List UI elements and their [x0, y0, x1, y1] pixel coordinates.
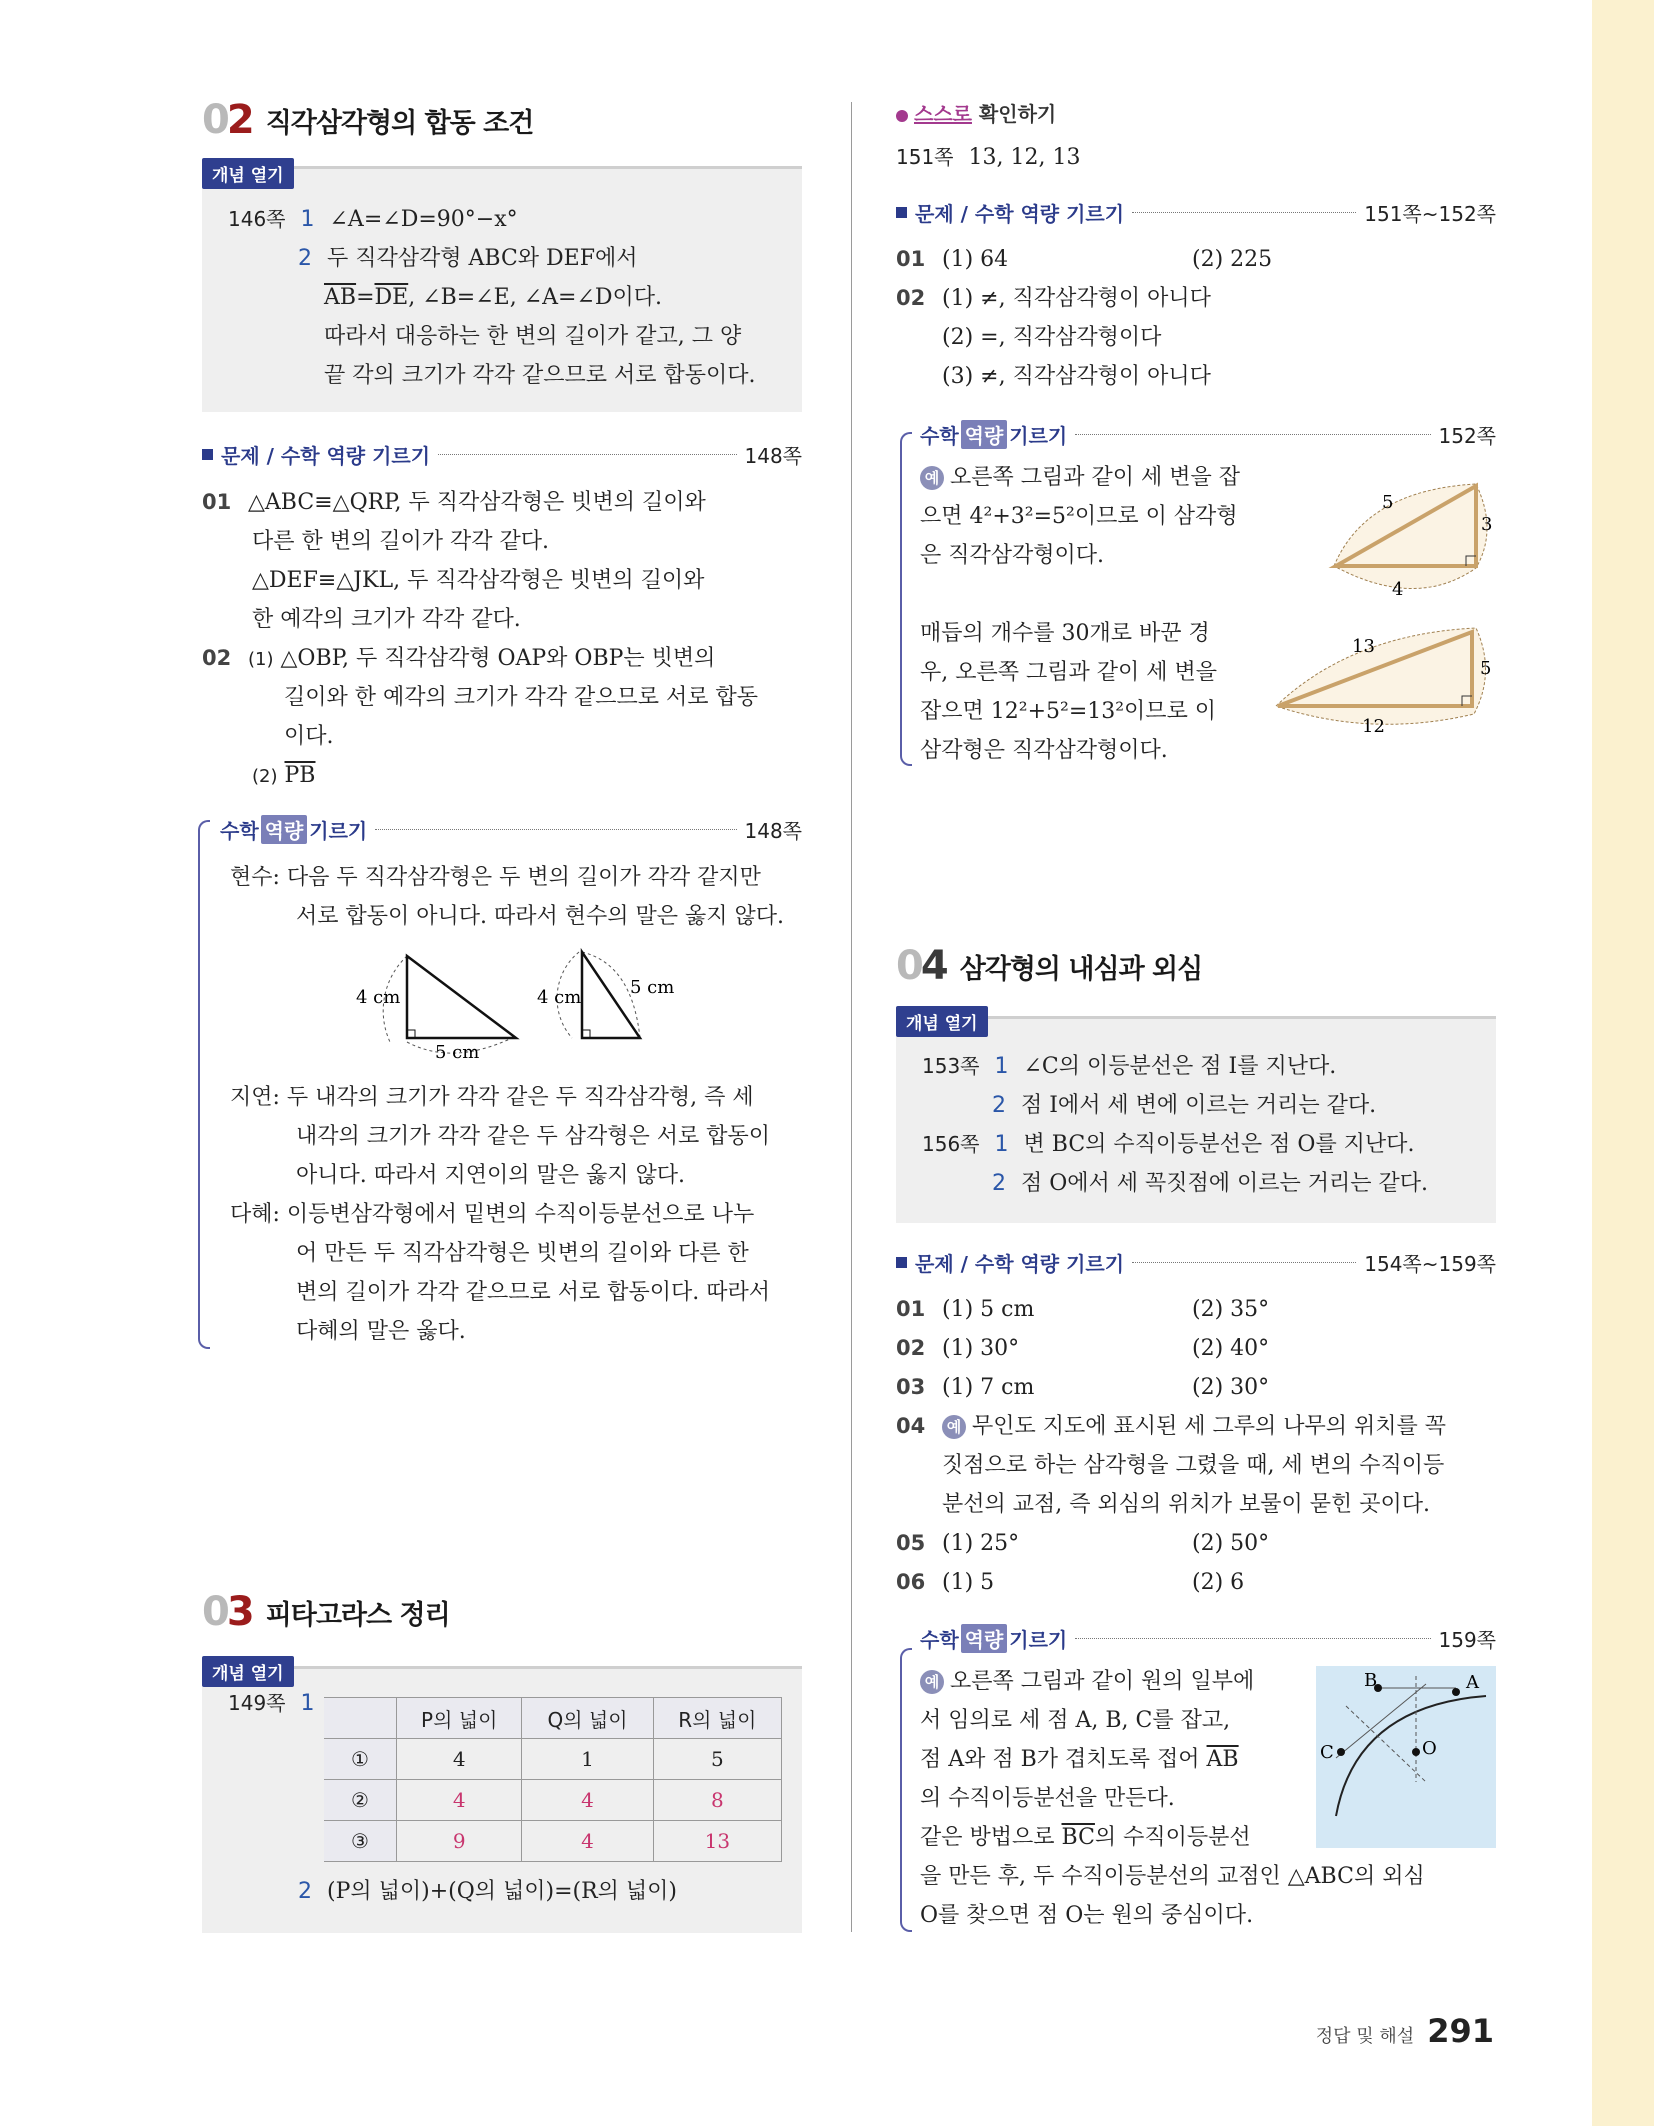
square-bullet-icon [896, 207, 907, 218]
r-q02-2: (2) =, 직각삼각형이다 [942, 325, 1162, 350]
jiyeon-line-3: 아니다. 따라서 지연이의 말은 옳지 않다. [296, 1163, 685, 1188]
dahye-line-4: 다혜의 말은 옳다. [296, 1319, 466, 1344]
section-04-title [896, 943, 1203, 989]
label-b: B [1364, 1670, 1378, 1691]
competence-header-152: 수학 역량 기르기 152쪽 [920, 420, 1496, 449]
s4-q06-b: (2) 6 [1192, 1570, 1245, 1595]
concept-line-1: 146쪽 1 ∠A=∠D=90°−x° [228, 207, 518, 232]
concept-156-2: 2 점 O에서 세 꼭짓점에 이르는 거리는 같다. [992, 1171, 1429, 1196]
r-q02-1: 02 (1) ≠, 직각삼각형이 아니다 [896, 286, 1211, 311]
q02-line-4: (2) $\overline{PB}$ [252, 763, 316, 788]
label-c: C [1320, 1742, 1334, 1763]
fig-b-hyp-label: 5 cm [630, 977, 675, 998]
s4-q02: 02 (1) 30° [896, 1336, 1020, 1361]
dahye-line-1: 다혜: 이등변삼각형에서 밑변의 수직이등분선으로 나누 [230, 1202, 755, 1227]
page-number: 291 [1427, 2012, 1494, 2050]
competence-bracket [198, 820, 210, 1349]
competence-bracket [900, 432, 912, 766]
s4-ex-line-6: 을 만든 후, 두 수직이등분선의 교점인 △ABC의 외심 [920, 1864, 1425, 1889]
table-header-row [324, 1698, 782, 1739]
bullet-dot-icon [896, 110, 908, 122]
s4-ex-line-1: 예 오른쪽 그림과 같이 원의 일부에 [920, 1662, 1254, 1701]
ex2-line-4: 삼각형은 직각삼각형이다. [920, 738, 1168, 763]
section-number: 02 [202, 97, 252, 143]
fig-b-left-label: 4 cm [537, 987, 582, 1008]
table-header: R의 넓이 [653, 1698, 781, 1739]
table-header: P의 넓이 [397, 1698, 522, 1739]
rope-triangle-3-4-5 [1326, 470, 1496, 600]
q01-line-3: △DEF≡△JKL, 두 직각삼각형은 빗변의 길이와 [252, 568, 705, 593]
q01-line-1: 01 △ABC≡△QRP, 두 직각삼각형은 빗변의 길이와 [202, 490, 706, 515]
table-row: ① 4 1 5 [324, 1739, 782, 1780]
column-divider [851, 102, 852, 1932]
problem-header-154: 문제 / 수학 역량 기르기 154쪽~159쪽 [896, 1248, 1496, 1277]
ex2-line-1: 매듭의 개수를 30개로 바꾼 경 [920, 621, 1210, 646]
example-badge: 예 [920, 1670, 944, 1694]
q02-line-1: 02 (1) △OBP, 두 직각삼각형 OAP와 OBP는 빗변의 [202, 646, 716, 671]
fig-a-bottom-label: 5 cm [435, 1042, 480, 1062]
s4-q04-line-2: 짓점으로 하는 삼각형을 그렸을 때, 세 변의 수직이등 [942, 1453, 1445, 1478]
rope-base-label: 4 [1392, 579, 1404, 600]
hyeonsu-line-1: 현수: 다음 두 직각삼각형은 두 변의 길이가 각각 같지만 [230, 865, 761, 890]
area-table [324, 1697, 782, 1862]
rope-base-label: 12 [1362, 716, 1385, 737]
point-c [1337, 1748, 1345, 1756]
section-number: 03 [202, 1589, 252, 1635]
square-bullet-icon [896, 1257, 907, 1268]
circle-center-figure [1316, 1666, 1496, 1848]
concept-tag: 개념 열기 [202, 1656, 294, 1687]
side-strip [1592, 0, 1654, 2126]
section-03-title [202, 1589, 450, 1635]
competence-header-159: 수학 역량 기르기 159쪽 [920, 1624, 1496, 1653]
r-q01: 01 (1) 64 [896, 247, 1009, 272]
footer-label: 정답 및 해설 [1315, 2026, 1415, 2047]
example-badge: 예 [920, 466, 944, 490]
concept-153-2: 2 점 I에서 세 변에 이르는 거리는 같다. [992, 1093, 1377, 1118]
s4-ex-line-2: 서 임의로 세 점 A, B, C를 잡고, [920, 1708, 1231, 1733]
page-footer [1316, 2012, 1494, 2050]
section-name: 삼각형의 내심과 외심 [959, 953, 1203, 985]
s4-ex-line-3: 점 A와 점 B가 겹치도록 접어 $\overline{AB}$ [920, 1747, 1239, 1772]
two-triangles-figure [342, 942, 742, 1062]
concept-156-1: 156쪽 1 변 BC의 수직이등분선은 점 O를 지난다. [922, 1132, 1415, 1157]
table-row: ③ 9 4 13 [324, 1821, 782, 1862]
ex1-line-1: 예 오른쪽 그림과 같이 세 변을 잡 [920, 458, 1240, 497]
concept-line-5: 끝 각의 크기가 각각 같으므로 서로 합동이다. [324, 363, 756, 388]
s4-ex-line-7: O를 찾으면 점 O는 원의 중심이다. [920, 1903, 1254, 1928]
rope-loop [1334, 484, 1487, 589]
jiyeon-line-2: 내각의 크기가 각각 같은 두 삼각형은 서로 합동이 [296, 1124, 770, 1149]
hyeonsu-line-2: 서로 합동이 아니다. 따라서 현수의 말은 옳지 않다. [296, 904, 784, 929]
q01-line-4: 한 예각의 크기가 각각 같다. [252, 607, 521, 632]
concept-line-3: $\overline{AB}=\overline{DE}$, ∠B=∠E, ∠A=∠D이다. [324, 285, 663, 310]
rope-side-label: 3 [1481, 514, 1493, 535]
concept-line-149: 149쪽 1 [228, 1691, 315, 1716]
s4-q06: 06 (1) 5 [896, 1570, 995, 1595]
s4-q01: 01 (1) 5 cm [896, 1297, 1035, 1322]
label-a: A [1466, 1672, 1479, 1693]
q01-line-2: 다른 한 변의 길이가 각각 같다. [252, 529, 549, 554]
example-badge: 예 [942, 1415, 966, 1439]
s4-q03: 03 (1) 7 cm [896, 1375, 1035, 1400]
rope-loop [1276, 628, 1486, 724]
section-name: 직각삼각형의 합동 조건 [265, 107, 534, 139]
s4-q03-b: (2) 30° [1192, 1375, 1270, 1400]
table-header: Q의 넓이 [522, 1698, 653, 1739]
rope-side-label: 5 [1480, 658, 1492, 679]
concept-line-149-2: 2 (P의 넓이)+(Q의 넓이)=(R의 넓이) [298, 1879, 678, 1904]
jiyeon-line-1: 지연: 두 내각의 크기가 각각 같은 두 직각삼각형, 즉 세 [230, 1085, 754, 1110]
r-q02-3: (3) ≠, 직각삼각형이 아니다 [942, 364, 1211, 389]
concept-tag: 개념 열기 [202, 158, 294, 189]
s4-q05: 05 (1) 25° [896, 1531, 1020, 1556]
competence-bracket [900, 1648, 912, 1932]
dahye-line-3: 변의 길이가 각각 같으므로 서로 합동이다. 따라서 [296, 1280, 770, 1305]
rope-triangle-5-12-13 [1272, 622, 1496, 738]
s4-q05-b: (2) 50° [1192, 1531, 1270, 1556]
self-check-line: 151쪽 13, 12, 13 [896, 145, 1081, 170]
s4-q04-line-1: 04 예 무인도 지도에 표시된 세 그루의 나무의 위치를 꼭 [896, 1414, 1446, 1439]
s4-ex-line-5: 같은 방법으로 $\overline{BC}$의 수직이등분선 [920, 1825, 1251, 1850]
fig-a-left-label: 4 cm [356, 987, 401, 1008]
concept-153-1: 153쪽 1 ∠C의 이등분선은 점 I를 지난다. [922, 1054, 1337, 1079]
s4-q02-b: (2) 40° [1192, 1336, 1270, 1361]
q02-line-2: 길이와 한 예각의 크기가 각각 같으므로 서로 합동 [284, 685, 758, 710]
self-check-header: 스스로 확인하기 [896, 98, 1056, 127]
square-bullet-icon [202, 449, 213, 460]
ex2-line-2: 우, 오른쪽 그림과 같이 세 변을 [920, 660, 1217, 685]
rope-hyp-label: 13 [1352, 636, 1375, 657]
point-a [1452, 1688, 1460, 1696]
section-02-title [202, 97, 534, 143]
point-o [1412, 1748, 1420, 1756]
section-name: 피타고라스 정리 [265, 1599, 450, 1631]
s4-q04-line-3: 분선의 교점, 즉 외심의 위치가 보물이 묻힌 곳이다. [942, 1492, 1430, 1517]
problem-header-151: 문제 / 수학 역량 기르기 151쪽~152쪽 [896, 198, 1496, 227]
concept-tag: 개념 열기 [896, 1006, 988, 1037]
triangle-a [407, 956, 516, 1038]
label-o: O [1422, 1738, 1437, 1759]
r-q01-b: (2) 225 [1192, 247, 1273, 272]
ex1-line-2: 으면 4²+3²=5²이므로 이 삼각형 [920, 504, 1238, 529]
ex2-line-3: 잡으면 12²+5²=13²이므로 이 [920, 699, 1217, 724]
concept-line-2: 2 두 직각삼각형 ABC와 DEF에서 [298, 246, 638, 271]
dahye-line-2: 어 만든 두 직각삼각형은 빗변의 길이와 다른 한 [296, 1241, 749, 1266]
chord-bc [1336, 1684, 1426, 1758]
rope-hyp-label: 5 [1382, 492, 1394, 513]
s4-ex-line-4: 의 수직이등분선을 만든다. [920, 1786, 1175, 1811]
problem-header-148: 문제 / 수학 역량 기르기 148쪽 [202, 440, 802, 469]
table-row: ② 4 4 8 [324, 1780, 782, 1821]
concept-line-4: 따라서 대응하는 한 변의 길이가 같고, 그 양 [324, 324, 742, 349]
s4-q01-b: (2) 35° [1192, 1297, 1270, 1322]
q02-line-3: 이다. [284, 724, 334, 749]
competence-header-148: 수학 역량 기르기 148쪽 [220, 815, 802, 844]
ex1-line-3: 은 직각삼각형이다. [920, 543, 1105, 568]
circle-arc [1336, 1696, 1486, 1816]
section-number: 04 [896, 943, 946, 989]
